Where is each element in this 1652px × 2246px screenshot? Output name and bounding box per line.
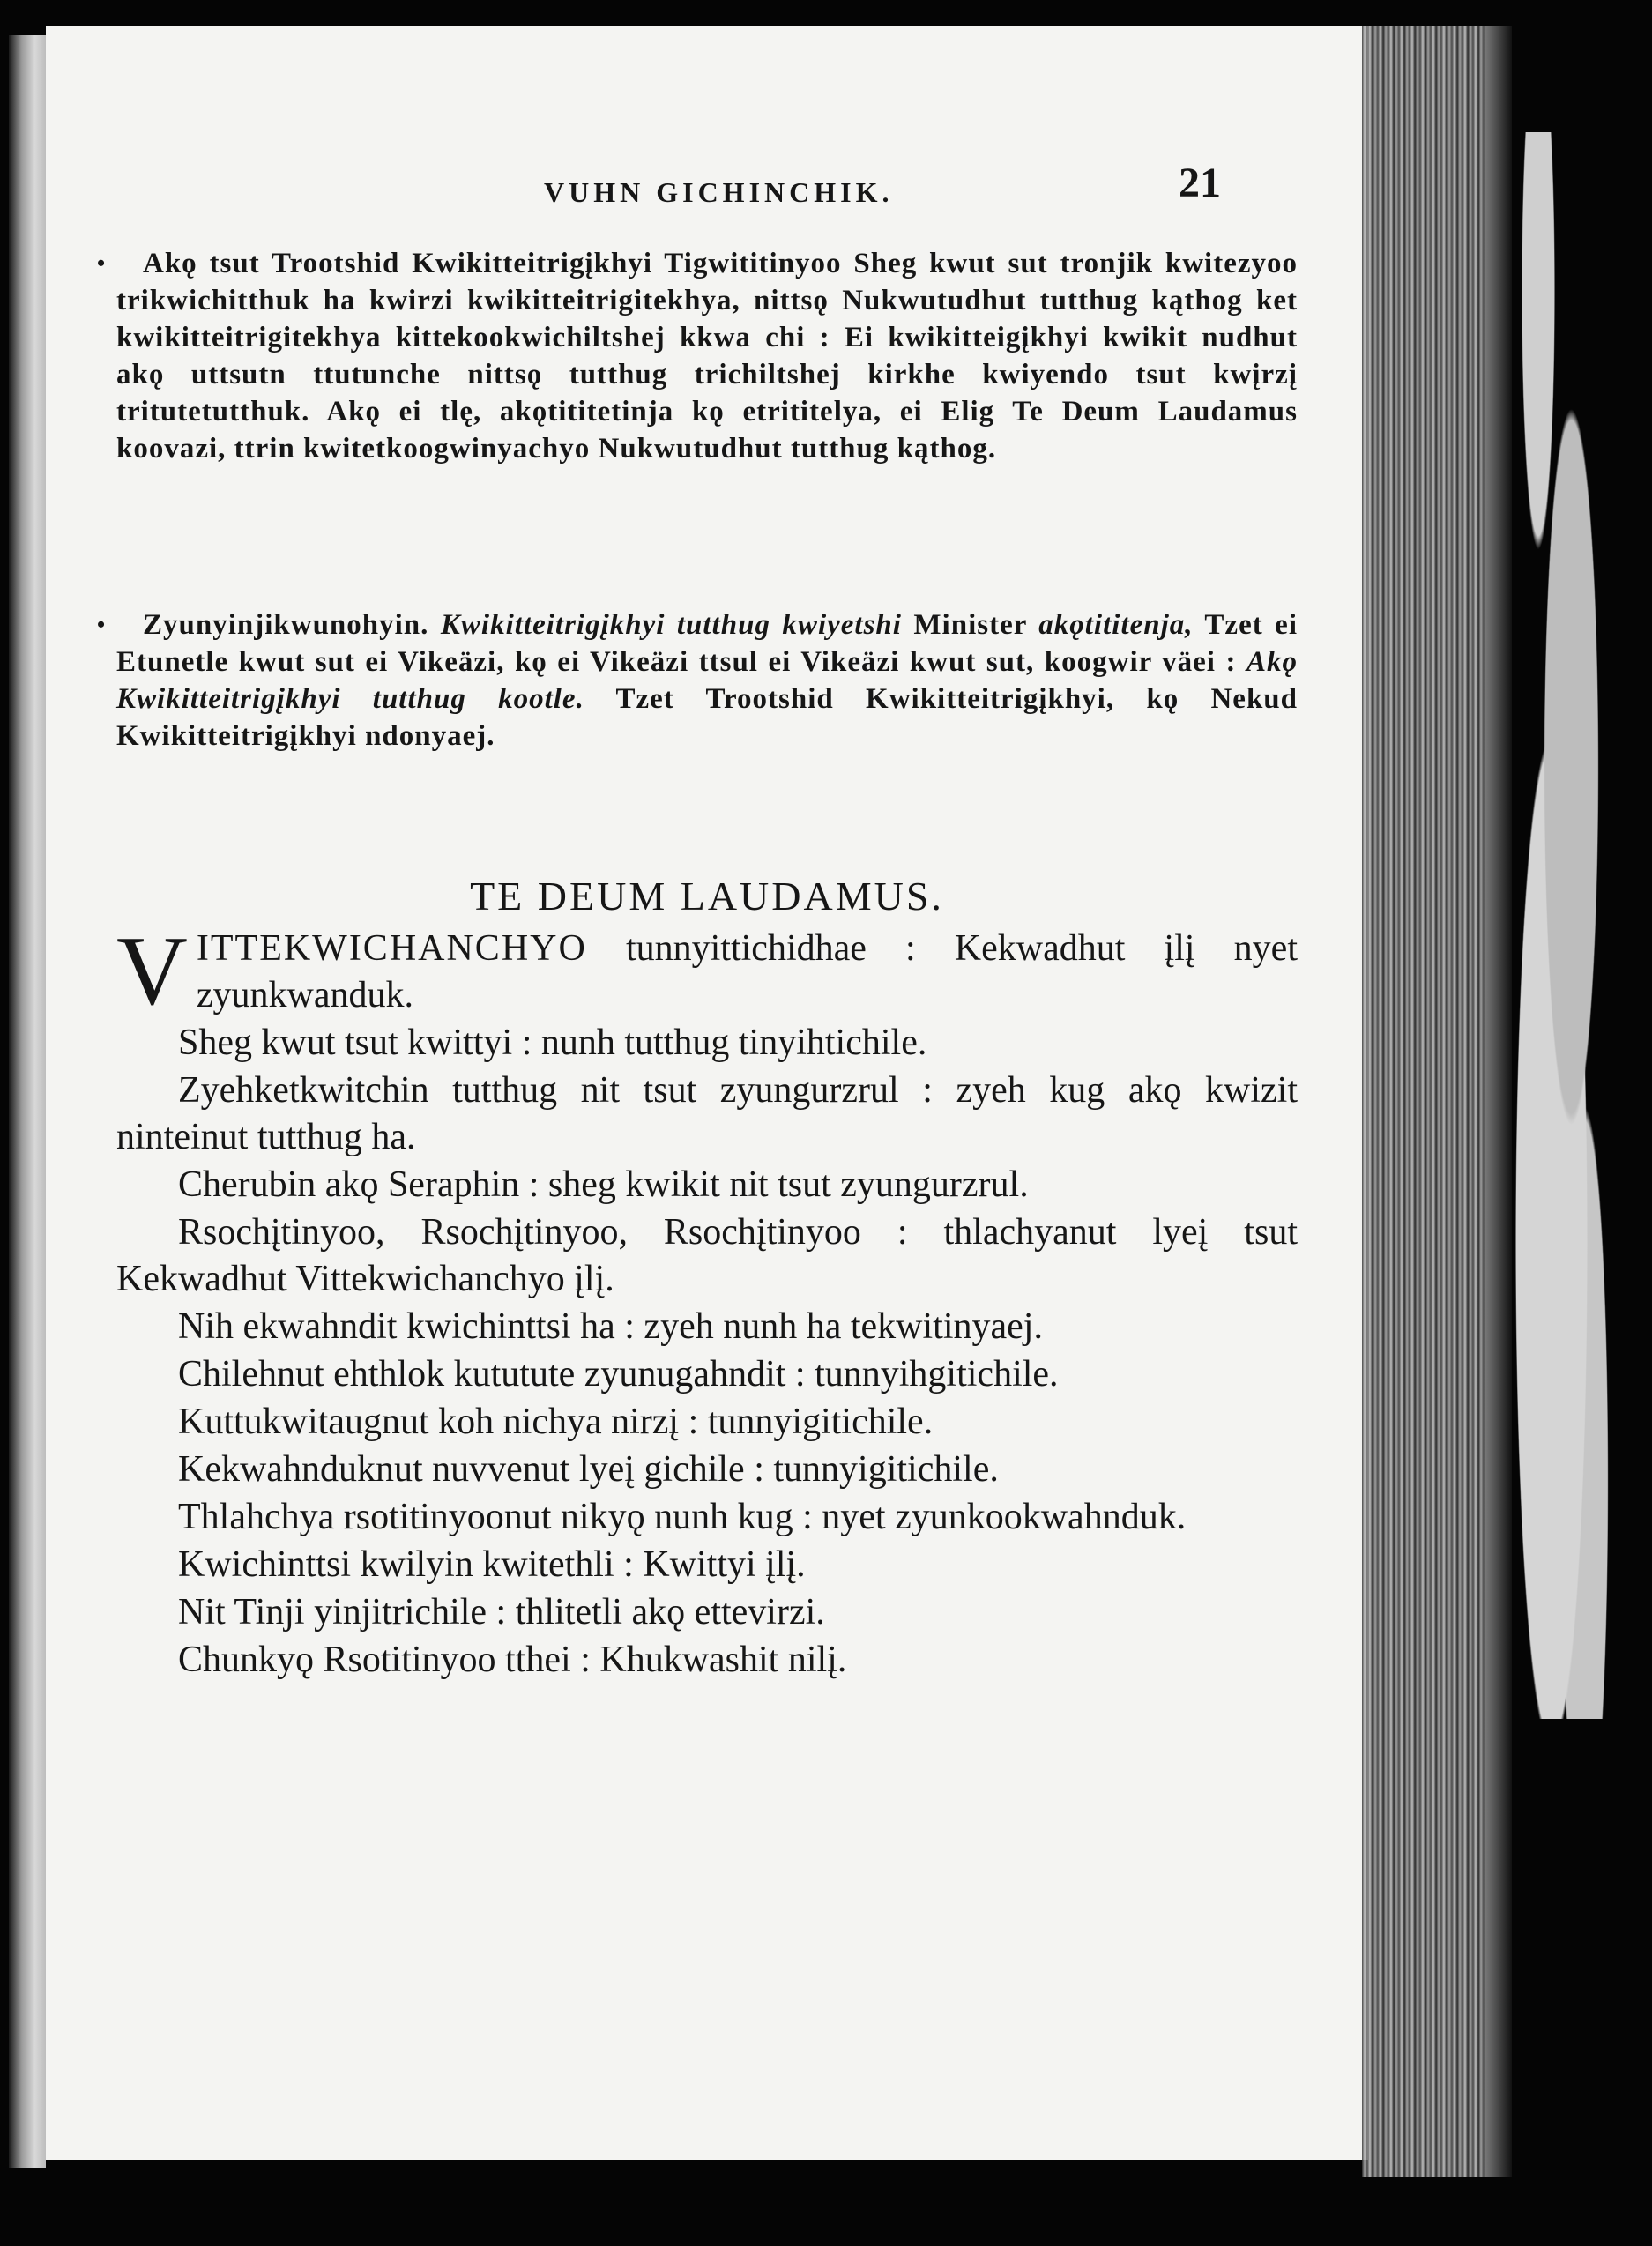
page-number: 21: [1179, 160, 1221, 206]
note-italic-c: Akǫ Kwikitteitrigįkhyi tutthug kootle.: [116, 646, 1298, 715]
note-text-b: Minister: [901, 609, 1039, 641]
hymn-verse: Kuttukwitaugnut koh nichya nirzį : tunnyigitichile.: [178, 1402, 934, 1442]
bullet-mark: •: [97, 612, 107, 637]
rubric-note-text: [116, 606, 1298, 755]
running-head: VUHN GICHINCHIK.: [544, 176, 894, 208]
rubric-note-text: Akǫ tsut Trootshid Kwikitteitrigįkhyi Tigwititinyoo Sheg kwut sut tronjik kwitezyoo trikwichitthuk ha kwirzi kwikitteitrigitekhya, nittsǫ Nukwutudhut tutthug kąthog ket kwikitteitrigitekhya kittekookwichiltshej kkwa chi : Ei kwikitteigįkhyi kwikit nudhut akǫ uttsutn ttutunche nittsǫ tutthug trichiltshej kirkhe kwiyendo tsut kwįrzį tritutetutthuk. Akǫ ei tlę, akǫtititetinja kǫ etrititelya, ei Elig Te Deum Laudamus koovazi, ttrin kwitetkoogwinyachyo Nukwutudhut tutthug kąthog.: [116, 248, 1298, 465]
opening-rest: tunnyittichidhae : Kekwadhut įlį nyet zyunkwanduk.: [196, 928, 1298, 1015]
hymn-text: [116, 917, 1298, 1684]
hymn-verse: Nit Tinji yinjitrichile : thlitetli akǫ ettevirzi.: [178, 1592, 825, 1632]
opening-caps: ITTEKWICHANCHYO: [196, 928, 587, 969]
hymn-verse: Cherubin akǫ Seraphin : sheg kwikit nit tsut zyungurzrul.: [178, 1164, 1029, 1205]
rubric-note-2: [97, 606, 1298, 755]
torn-paper-edge: [1499, 132, 1631, 1719]
left-page-edge: [9, 35, 46, 2168]
hymn-verse: Rsochįtinyoo, Rsochįtinyoo, Rsochįtinyoo : thlachyanut lyeį tsut Kekwadhut Vittekwichanchyo įlį.: [116, 1212, 1298, 1299]
hymn-verse: Chilehnut ehthlok kututute zyunugahndit : tunnyihgitichile.: [178, 1354, 1059, 1394]
hymn-verse: Kekwahnduknut nuvvenut lyeį gichile : tunnyigitichile.: [178, 1449, 999, 1490]
book-binding-edge: [1362, 26, 1485, 2177]
note-text-a: Zyunyinjikwunohyin.: [143, 609, 441, 641]
drop-cap: V: [116, 917, 188, 1026]
hymn-verse: Nih ekwahndit kwichinttsi ha : zyeh nunh ha tekwitinyaej.: [178, 1306, 1043, 1347]
hymn-verse: Chunkyǫ Rsotitinyoo tthei : Khukwashit nilį.: [178, 1640, 847, 1680]
note-italic-a: Kwikitteitrigįkhyi tutthug kwiyetshi: [440, 609, 902, 641]
hymn-verse: Thlahchya rsotitinyoonut nikyǫ nunh kug : nyet zyunkookwahnduk.: [178, 1497, 1187, 1537]
page: [46, 26, 1368, 2160]
section-title: TE DEUM LAUDAMUS.: [470, 874, 944, 918]
hymn-verse: Sheg kwut tsut kwittyi : nunh tutthug tinyihtichile.: [178, 1023, 927, 1063]
hymn-verse-1: [116, 917, 1298, 1026]
note-text-c: Tzet ei Etunetle kwut sut ei Vikeäzi, kǫ ei Vikeäzi ttsul ei Vikeäzi kwut sut, koogwir väei :: [116, 609, 1298, 678]
note-text-d: Tzet Trootshid Kwikitteitrigįkhyi, kǫ Nekud Kwikitteitrigįkhyi ndonyaej.: [116, 683, 1298, 752]
rubric-note-1: [97, 245, 1298, 467]
hymn-verse: Zyehketkwitchin tutthug nit tsut zyungurzrul : zyeh kug akǫ kwizit ninteinut tutthug ha.: [116, 1070, 1298, 1157]
bullet-mark: •: [97, 250, 107, 276]
note-italic-b: akǫtititenja,: [1038, 609, 1194, 641]
hymn-verse: Kwichinttsi kwilyin kwitethli : Kwittyi įlį.: [178, 1544, 806, 1585]
